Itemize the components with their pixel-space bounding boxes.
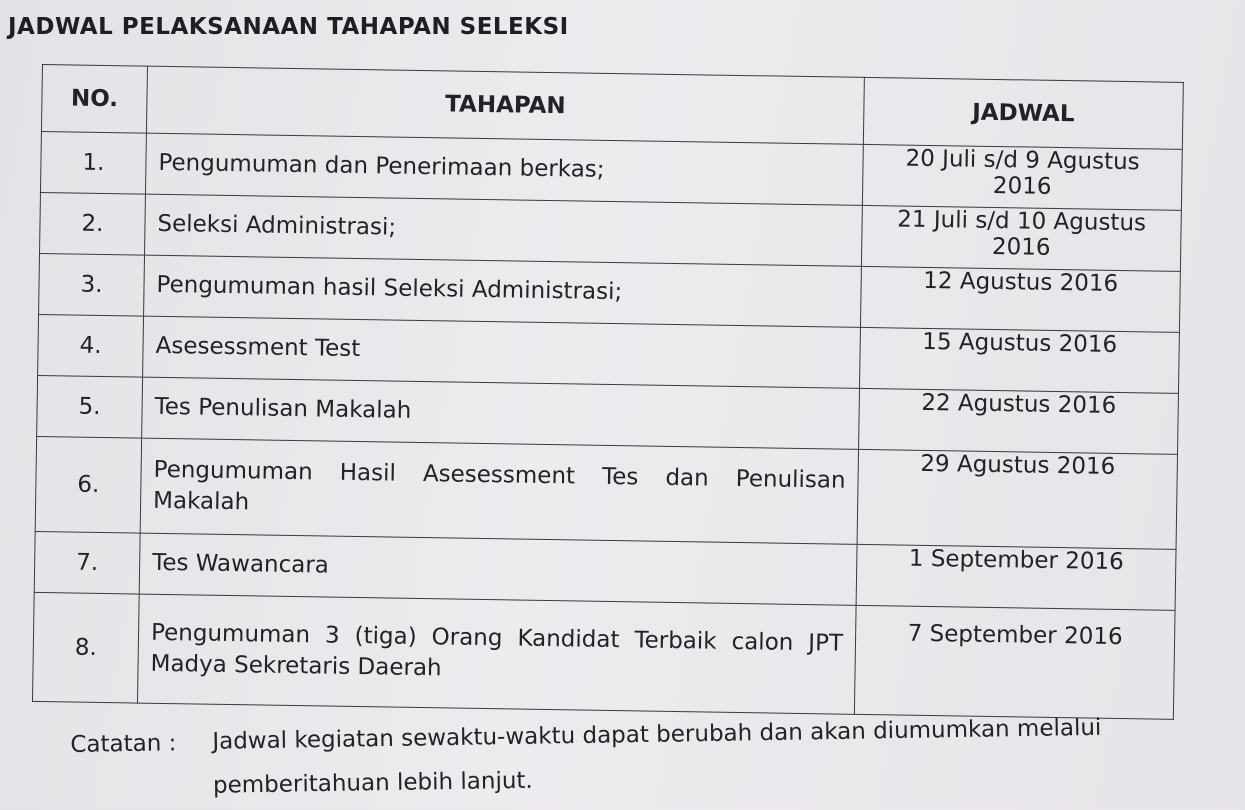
header-stage: TAHAPAN	[146, 66, 864, 144]
header-no: NO.	[41, 65, 147, 134]
footnote-text: Jadwal kegiatan sewaktu-waktu dapat berubah dan akan diumumkan melalui pemberitahuan lebih lanjut.	[212, 714, 1102, 799]
row-stage: Pengumuman hasil Seleksi Administrasi;	[144, 255, 862, 327]
table-row	[35, 436, 1177, 549]
row-number: 6.	[35, 436, 141, 533]
row-date: 7 September 2016	[854, 605, 1175, 719]
row-date: 15 Agustus 2016	[860, 327, 1180, 393]
row-date: 22 Agustus 2016	[859, 388, 1179, 454]
row-number: 2.	[40, 192, 146, 255]
table-body	[32, 131, 1182, 719]
row-date: 20 Juli s/d 9 Agustus 2016	[862, 144, 1182, 210]
row-number: 8.	[32, 592, 139, 703]
row-stage: Seleksi Administrasi;	[145, 194, 863, 266]
schedule-table	[32, 64, 1184, 720]
row-stage: Asesessment Test	[143, 316, 861, 388]
row-date: 29 Agustus 2016	[857, 449, 1177, 549]
table-row	[32, 592, 1175, 719]
row-number: 5.	[37, 375, 143, 438]
row-stage: Pengumuman Hasil Asesessment Tes dan Penulisan Makalah	[140, 438, 858, 544]
row-date: 21 Juli s/d 10 Agustus 2016	[861, 205, 1181, 271]
row-number: 7.	[34, 531, 140, 594]
row-date: 1 September 2016	[856, 544, 1176, 610]
row-stage: Tes Penulisan Makalah	[142, 377, 860, 449]
row-stage: Pengumuman dan Penerimaan berkas;	[145, 133, 863, 205]
row-number: 3.	[39, 253, 145, 316]
document-title: JADWAL PELAKSANAAN TAHAPAN SELEKSI	[8, 14, 569, 40]
footnote-label: Catatan :	[70, 730, 177, 758]
row-number: 1.	[40, 131, 146, 194]
header-date: JADWAL	[863, 77, 1183, 149]
row-stage: Pengumuman 3 (tiga) Orang Kandidat Terbaik calon JPT Madya Sekretaris Daerah	[137, 594, 856, 714]
row-date: 12 Agustus 2016	[860, 266, 1180, 332]
row-number: 4.	[38, 314, 144, 377]
row-stage: Tes Wawancara	[139, 533, 857, 605]
